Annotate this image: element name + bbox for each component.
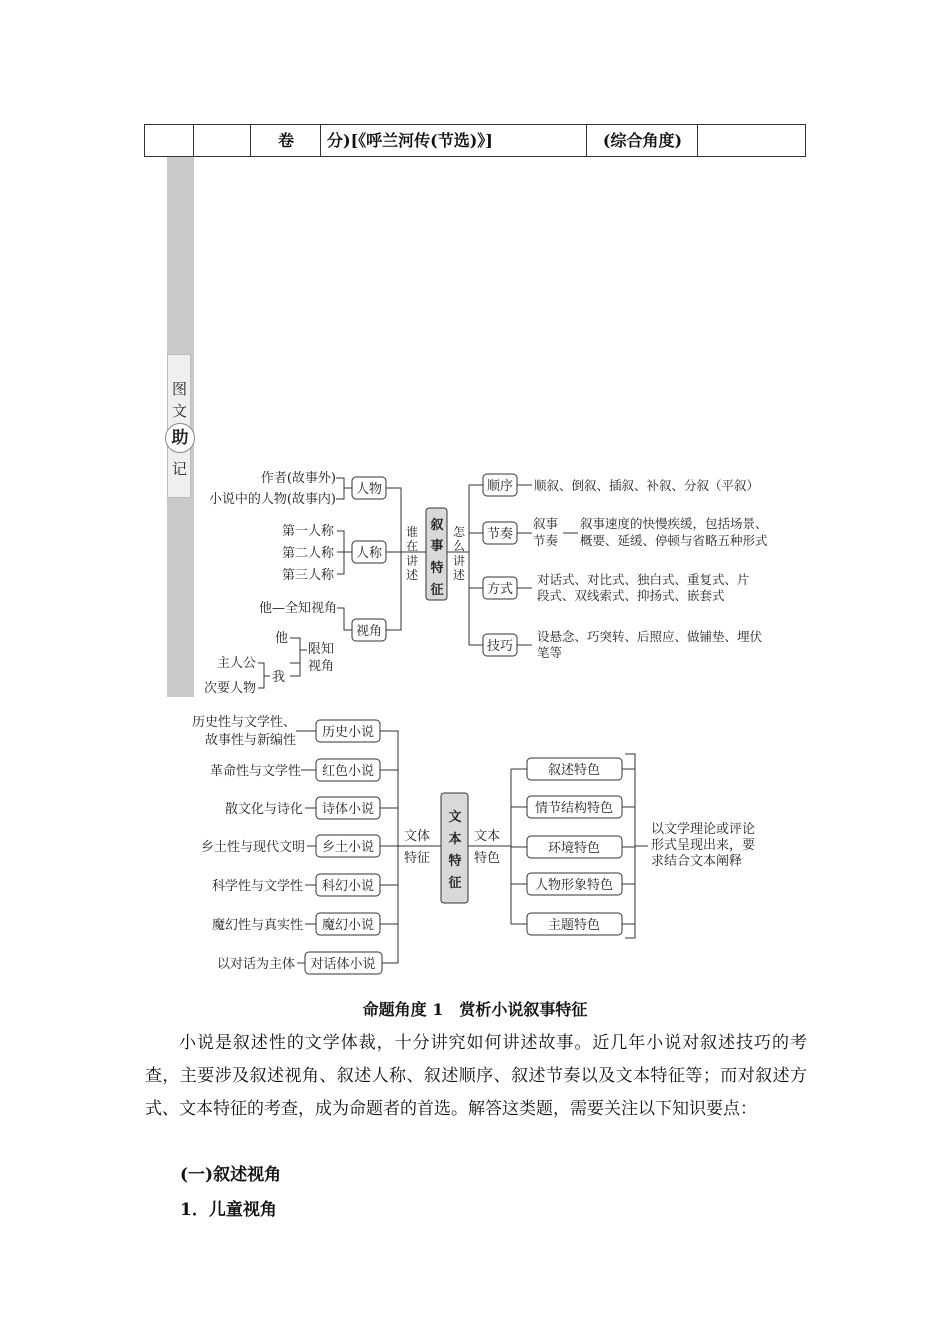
person-item-2: 小说中的人物(故事内)	[208, 492, 336, 507]
center1-1: 叙	[430, 518, 444, 533]
table-cell-4: 分)[《呼兰河传(节选)》]	[320, 125, 593, 156]
view-he: 他	[274, 631, 288, 646]
genre-desc-4: 乡土性与现代文明	[200, 840, 305, 855]
pov-item-2: 第二人称	[281, 546, 334, 561]
view-limited-1: 限知	[308, 642, 335, 657]
text-features-1: 文本	[474, 829, 501, 844]
center2-1: 文	[448, 810, 462, 825]
sidebar-char-4: 记	[172, 460, 188, 478]
label-pov: 人称	[355, 546, 383, 561]
style-features-1: 文体	[404, 829, 431, 844]
method-text-2: 段式、双线索式、抑扬式、嵌套式	[537, 588, 725, 603]
view-main: 主人公	[216, 656, 256, 671]
label-order: 顺序	[486, 479, 514, 494]
person-item-1: 作者(故事外)	[260, 471, 336, 486]
feature-label-3: 环境特色	[547, 841, 601, 856]
view-limited-2: 视角	[308, 659, 335, 674]
label-rhythm: 节奏	[486, 527, 514, 542]
genre-label-4: 乡土小说	[321, 840, 375, 855]
who-1: 谁	[406, 525, 419, 539]
pov-item-3: 第三人称	[281, 568, 334, 583]
note-line-3: 求结合文本阐释	[651, 854, 743, 869]
body-paragraph: 小说是叙述性的文学体裁，十分讲究如何讲述故事。近几年小说对叙述技巧的考查，主要涉及叙述视角、叙述人称、叙述顺序、叙述节奏以及文本特征等；而对叙述方式、文本特征的考查，成为命题者的首选。解答这类题，需要关注以下知识要点：	[145, 1033, 807, 1119]
note-line-2: 形式呈现出来，要	[651, 838, 756, 853]
center2-3: 特	[448, 854, 462, 869]
genre-desc-1a: 历史性与文学性、	[191, 715, 296, 730]
genre-label-1: 历史小说	[321, 725, 375, 740]
label-person: 人物	[355, 482, 383, 497]
sidebar-seal: 助	[165, 423, 195, 453]
section-caption: 命题角度 1 赏析小说叙事特征	[362, 1000, 588, 1019]
feature-label-5: 主题特色	[547, 918, 601, 933]
genre-label-3: 诗体小说	[321, 802, 375, 817]
sidebar-char-1: 图	[172, 380, 188, 398]
genre-label-6: 魔幻小说	[321, 918, 375, 933]
note-line-1: 以文学理论或评论	[651, 822, 756, 837]
style-features-2: 特征	[404, 851, 431, 866]
genre-desc-1b: 故事性与新编性	[204, 733, 296, 748]
label-method: 方式	[486, 582, 514, 597]
text-features-2: 特色	[474, 851, 501, 866]
table-cell-3: 卷	[250, 125, 321, 156]
how-2: 么	[453, 539, 466, 553]
feature-label-4: 人物形象特色	[534, 878, 614, 893]
rhythm-text-1: 叙事速度的快慢疾缓，包括场景、	[580, 516, 768, 531]
rhythm-sub-2: 节奏	[533, 533, 559, 548]
genre-label-5: 科幻小说	[321, 879, 375, 894]
rhythm-sub-1: 叙事	[533, 516, 559, 531]
who-4: 述	[406, 568, 419, 582]
how-3: 讲	[453, 554, 466, 568]
center2-2: 本	[448, 832, 462, 847]
view-me: 我	[272, 670, 286, 685]
genre-label-2: 红色小说	[321, 764, 375, 779]
genre-desc-3: 散文化与诗化	[224, 802, 303, 817]
who-2: 在	[406, 539, 419, 553]
pov-item-1: 第一人称	[281, 524, 334, 539]
method-text-1: 对话式、对比式、独白式、重复式、片	[537, 572, 750, 587]
genre-desc-2: 革命性与文学性	[209, 764, 301, 779]
label-skill: 技巧	[486, 639, 514, 654]
how-4: 述	[453, 568, 466, 582]
center1-2: 事	[430, 539, 444, 554]
order-text: 顺叙、倒叙、插叙、补叙、分叙（平叙）	[534, 478, 760, 493]
label-view: 视角	[355, 624, 383, 639]
center2-4: 征	[448, 876, 462, 891]
heading-child-perspective: 1．儿童视角	[180, 1200, 277, 1220]
center1-4: 征	[430, 583, 444, 598]
genre-desc-7: 以对话为主体	[216, 957, 295, 972]
feature-label-1: 叙述特色	[547, 763, 601, 778]
skill-text-2: 笔等	[537, 645, 563, 660]
center1-3: 特	[430, 561, 444, 576]
how-1: 怎	[453, 525, 466, 539]
heading-narrative-perspective: (一)叙述视角	[180, 1165, 282, 1185]
feature-label-2: 情节结构特色	[534, 801, 614, 816]
view-omniscient: 他—全知视角	[258, 601, 337, 616]
skill-text-1: 设悬念、巧突转、后照应、做铺垫、埋伏	[537, 629, 763, 644]
who-3: 讲	[406, 554, 419, 568]
table-cell-5: (综合角度)	[586, 125, 698, 156]
genre-label-7: 对话体小说	[310, 957, 376, 972]
rhythm-text-2: 概要、延缓、停顿与省略五种形式	[580, 533, 768, 548]
view-minor: 次要人物	[203, 681, 256, 696]
genre-desc-6: 魔幻性与真实性	[211, 918, 303, 933]
sidebar-char-2: 文	[172, 402, 188, 420]
genre-desc-5: 科学性与文学性	[211, 879, 303, 894]
